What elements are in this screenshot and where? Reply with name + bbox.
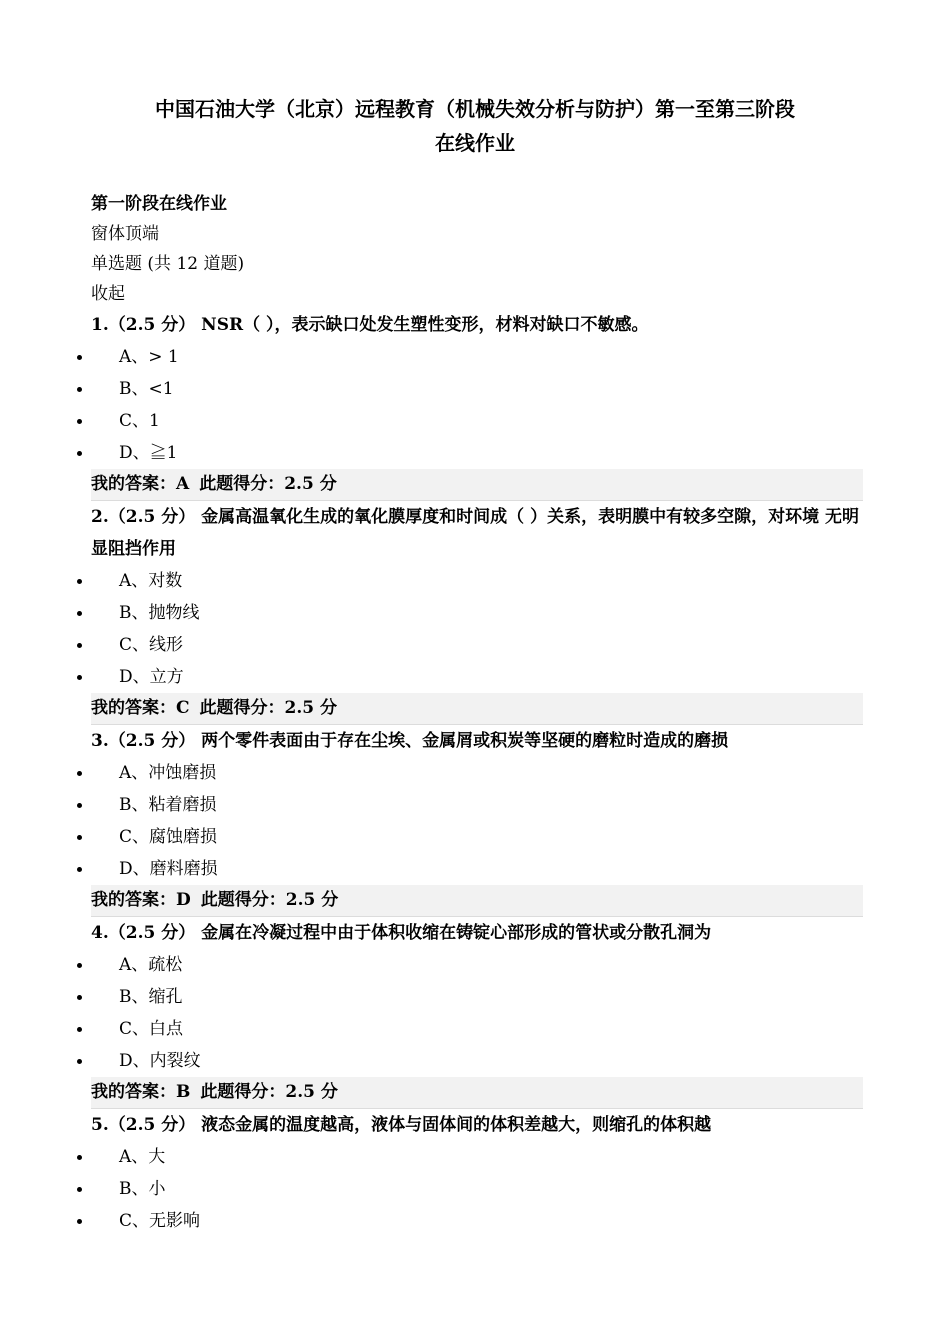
document-title-line1: 中国石油大学（北京）远程教育（机械失效分析与防护）第一至第三阶段 <box>155 97 795 121</box>
option-item[interactable] <box>91 1013 861 1045</box>
question-score: 此题得分：2.5 分 <box>200 890 339 910</box>
option-item[interactable] <box>91 629 861 661</box>
question-score: 此题得分：2.5 分 <box>199 474 337 494</box>
question-stem: 2.（2.5 分） 金属高温氧化生成的氧化膜厚度和时间成（ ）关系，表明膜中有较多空隙，对环境 无明显阻挡作用 <box>91 507 859 559</box>
bullet-icon <box>77 1219 82 1224</box>
question-score: 此题得分：2.5 分 <box>199 698 338 718</box>
option-label: C、无影响 <box>119 1211 201 1231</box>
bullet-icon <box>77 675 82 680</box>
option-list <box>91 565 861 693</box>
option-label: B、<1 <box>119 379 174 399</box>
bullet-icon <box>77 611 82 616</box>
document-title <box>60 92 890 160</box>
option-label: C、白点 <box>119 1019 184 1039</box>
bullet-icon <box>77 419 82 424</box>
option-item[interactable] <box>91 853 861 885</box>
option-label: D、磨料磨损 <box>119 859 218 879</box>
bullet-icon <box>77 579 82 584</box>
answer-bar <box>91 1077 863 1109</box>
answer-bar <box>91 469 863 501</box>
option-item[interactable] <box>91 757 861 789</box>
option-item[interactable] <box>91 341 861 373</box>
option-label: C、腐蚀磨损 <box>119 827 218 847</box>
answer-bar <box>91 885 863 917</box>
bullet-icon <box>77 835 82 840</box>
option-item[interactable] <box>91 565 861 597</box>
bullet-icon <box>77 1027 82 1032</box>
option-list <box>91 949 861 1077</box>
bullet-icon <box>77 771 82 776</box>
bullet-icon <box>77 1187 82 1192</box>
option-list <box>91 341 861 469</box>
option-label: B、抛物线 <box>119 603 200 623</box>
document-content <box>91 190 861 1237</box>
question-type-label: 单选题 (共 12 道题) <box>91 254 245 274</box>
option-item[interactable] <box>91 789 861 821</box>
option-item[interactable] <box>91 373 861 405</box>
option-item[interactable] <box>91 437 861 469</box>
my-answer: 我的答案：D <box>91 890 191 910</box>
option-label: A、疏松 <box>119 955 183 975</box>
option-item[interactable] <box>91 1173 861 1205</box>
question-stem: 3.（2.5 分） 两个零件表面由于存在尘埃、金属屑或积炭等坚硬的磨粒时造成的磨损 <box>91 731 729 751</box>
bullet-icon <box>77 1059 82 1064</box>
section-title: 第一阶段在线作业 <box>91 194 227 214</box>
my-answer: 我的答案：A <box>91 474 190 494</box>
option-label: D、内裂纹 <box>119 1051 201 1071</box>
option-label: B、粘着磨损 <box>119 795 217 815</box>
question-stem: 4.（2.5 分） 金属在冷凝过程中由于体积收缩在铸锭心部形成的管状或分散孔洞为 <box>91 923 712 943</box>
bullet-icon <box>77 867 82 872</box>
my-answer: 我的答案：B <box>91 1082 191 1102</box>
bullet-icon <box>77 803 82 808</box>
question-score: 此题得分：2.5 分 <box>200 1082 338 1102</box>
option-label: D、≧1 <box>119 443 178 463</box>
question-stem: 5.（2.5 分） 液态金属的温度越高，液体与固体间的体积差越大，则缩孔的体积越 <box>91 1115 712 1135</box>
option-label: A、冲蚀磨损 <box>119 763 217 783</box>
option-label: C、1 <box>119 411 160 431</box>
bullet-icon <box>77 1155 82 1160</box>
option-label: D、立方 <box>119 667 184 687</box>
option-item[interactable] <box>91 1141 861 1173</box>
option-item[interactable] <box>91 597 861 629</box>
question-stem: 1.（2.5 分） NSR（ ），表示缺口处发生塑性变形，材料对缺口不敏感。 <box>91 315 649 335</box>
form-top-label: 窗体顶端 <box>91 224 159 244</box>
bullet-icon <box>77 451 82 456</box>
option-label: B、缩孔 <box>119 987 183 1007</box>
option-item[interactable] <box>91 405 861 437</box>
option-item[interactable] <box>91 1045 861 1077</box>
option-item[interactable] <box>91 949 861 981</box>
option-list <box>91 757 861 885</box>
document-title-line2: 在线作业 <box>435 131 515 155</box>
bullet-icon <box>77 643 82 648</box>
bullet-icon <box>77 995 82 1000</box>
option-item[interactable] <box>91 661 861 693</box>
bullet-icon <box>77 387 82 392</box>
option-list <box>91 1141 861 1237</box>
option-item[interactable] <box>91 1205 861 1237</box>
option-label: B、小 <box>119 1179 166 1199</box>
my-answer: 我的答案：C <box>91 698 190 718</box>
option-item[interactable] <box>91 981 861 1013</box>
collapse-link[interactable]: 收起 <box>91 284 125 304</box>
bullet-icon <box>77 963 82 968</box>
option-item[interactable] <box>91 821 861 853</box>
option-label: A、大 <box>119 1147 166 1167</box>
answer-bar <box>91 693 863 725</box>
option-label: A、对数 <box>119 571 183 591</box>
option-label: A、> 1 <box>119 347 179 367</box>
bullet-icon <box>77 355 82 360</box>
option-label: C、线形 <box>119 635 184 655</box>
